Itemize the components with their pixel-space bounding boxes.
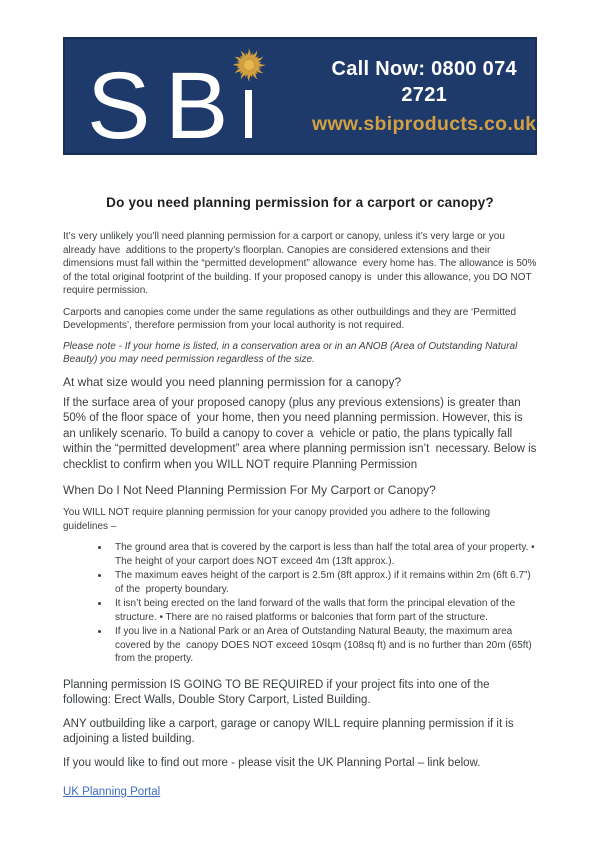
paragraph-permission-required: Planning permission IS GOING TO BE REQUIRED if your project fits into one of the following: Erect Walls, Double Story Carport, Listed Building. bbox=[63, 678, 490, 706]
page-title: Do you need planning permission for a carport or canopy? bbox=[106, 195, 494, 210]
paragraph-guidelines-intro: You WILL NOT require planning permission for your canopy provided you adhere to the following guidelines – bbox=[63, 507, 491, 532]
phone-number: Call Now: 0800 074 2721 bbox=[331, 57, 517, 106]
sbi-logo bbox=[77, 39, 312, 153]
uk-planning-portal-link[interactable]: UK Planning Portal bbox=[63, 786, 161, 798]
paragraph-regulations: Carports and canopies come under the same regulations as other outbuildings and they are ‘Permitted Developments’, therefore permission from your local authority is not required. bbox=[63, 306, 517, 331]
paragraph-surface-area: If the surface area of your proposed canopy (plus any previous extensions) is greater than 50% of the floor space of your home, then you need planning permission. However, this is an unlikely scenario. To build a canopy to cover a vehicle or patio, the plans typically fall within the “permitted development” area where planning permission isn’t necessary. Below is checklist to confirm when you WILL NOT require Planning Permission bbox=[63, 396, 537, 471]
heading-when-not-needed: When Do I Not Need Planning Permission For My Carport or Canopy? bbox=[63, 483, 436, 497]
paragraph-find-out-more: If you would like to find out more - please visit the UK Planning Portal – link below. bbox=[63, 756, 481, 769]
list-item: • The maximum eaves height of the carport is 2.5m (8ft approx.) if it remains within 2m (6ft 6.7”) of the property boundary. bbox=[110, 569, 537, 596]
list-item: • It isn’t being erected on the land forward of the walls that form the principal elevation of the structure. • There are no raised platforms or balconies that form part of the structure. bbox=[110, 597, 537, 624]
document-body bbox=[0, 194, 600, 800]
heading-what-size: At what size would you need planning permission for a canopy? bbox=[63, 374, 402, 389]
list-item: • If you live in a National Park or an Area of Outstanding Natural Beauty, the maximum area covered by the canopy DOES NOT exceed 10sqm (108sq ft) and is no further than 20m (65ft) from the property. bbox=[110, 625, 537, 666]
website-url: www.sbiproducts.co.uk bbox=[312, 112, 537, 135]
logo-letter-s: S bbox=[87, 53, 151, 153]
paragraph-intro: It’s very unlikely you’ll need planning permission for a carport or canopy, unless it’s very large or you already have additions to the property’s floorplan. Canopies are considered extensions and their dimensions must fall within the “permitted development” allowance every home has. The allowance is 50% of the total original footprint of the building. If your proposed canopy is under this allowance, you DO NOT require permission. bbox=[63, 231, 537, 296]
list-item: • The ground area that is covered by the carport is less than half the total area of your property. • The height of your carport does NOT exceed 4m (13ft approx.). bbox=[110, 541, 537, 568]
paragraph-please-note: Please note - If your home is listed, in a conservation area or in an ANOB (Area of Outstanding Natural Beauty) you may need permission regardless of the size. bbox=[63, 340, 518, 365]
link-row bbox=[63, 782, 537, 800]
guidelines-list bbox=[63, 541, 537, 666]
logo-letter-i-stem bbox=[245, 90, 252, 138]
header-contact bbox=[312, 56, 536, 137]
paragraph-any-outbuilding: ANY outbuilding like a carport, garage or canopy WILL require planning permission if it is adjoining a listed building. bbox=[63, 717, 514, 745]
header-banner bbox=[63, 37, 537, 155]
sun-icon bbox=[232, 48, 266, 82]
logo-letter-b: B bbox=[165, 53, 229, 153]
